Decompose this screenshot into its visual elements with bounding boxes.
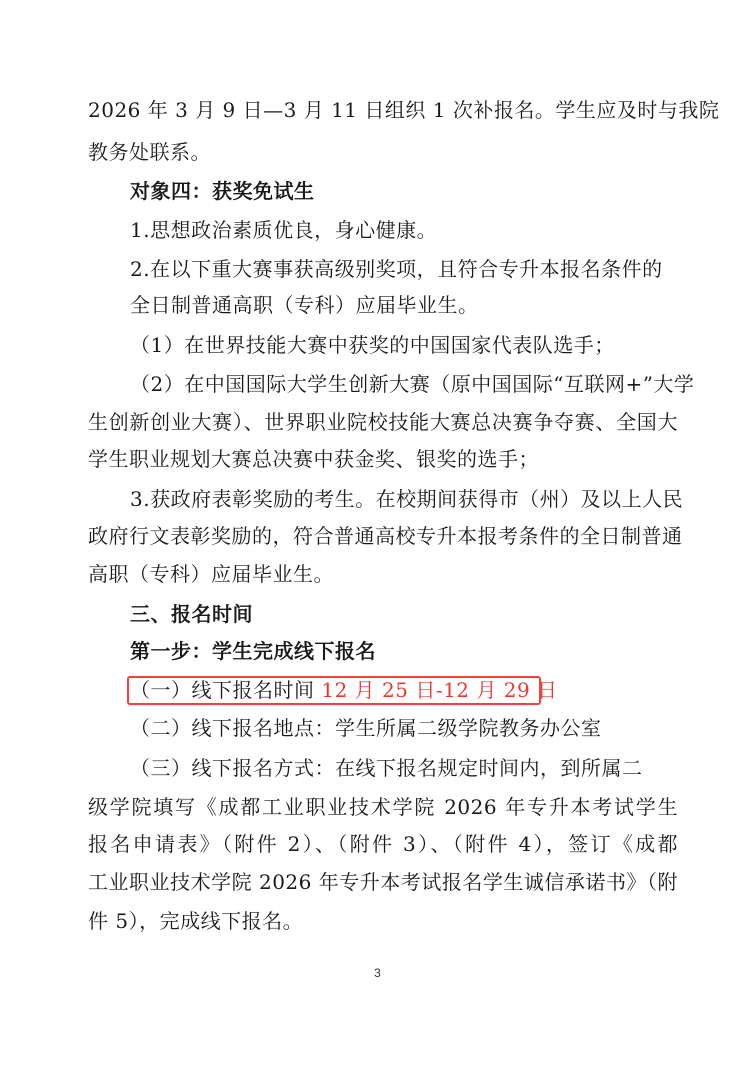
paragraph-line: （三）线下报名方式：在线下报名规定时间内，到所属二 xyxy=(130,756,643,780)
paragraph-line: 全日制普通高职（专科）应届毕业生。 xyxy=(130,293,479,317)
paragraph-line: 3.获政府表彰奖励的考生。在校期间获得市（州）及以上人民 xyxy=(130,487,684,511)
paragraph-line: 件 5），完成线下报名。 xyxy=(88,909,304,933)
paragraph-line: 报名申请表》（附件 2）、（附件 3）、（附件 4），签订《成都 xyxy=(88,832,678,856)
paragraph-line: 生创新创业大赛）、世界职业院校技能大赛总决赛争夺赛、全国大 xyxy=(88,410,678,434)
step-heading-rest: 线下报名 xyxy=(294,639,376,663)
page-number: 3 xyxy=(374,966,381,980)
paragraph-line: 2026 年 3 月 9 日—3 月 11 日组织 1 次补报名。学生应及时与我院 xyxy=(88,98,720,122)
paragraph-line: 高职（专科）应届毕业生。 xyxy=(88,562,334,586)
paragraph-line: 教务处联系。 xyxy=(88,140,211,164)
registration-time-line xyxy=(130,673,720,707)
paragraph-line: （1）在世界技能大赛中获奖的中国国家代表队选手； xyxy=(130,333,615,357)
section-subtitle: 对象四：获奖免试生 xyxy=(130,179,315,203)
paragraph-line: （2）在中国国际大学生创新大赛（原中国国际“互联网+”大学 xyxy=(130,372,695,396)
paragraph-line: 1.思想政治素质优良，身心健康。 xyxy=(130,218,438,242)
step-heading xyxy=(130,634,720,668)
paragraph-line: 学生职业规划大赛总决赛中获金奖、银奖的选手； xyxy=(88,447,539,471)
registration-time-label: （一）线下报名时间 xyxy=(130,678,322,702)
paragraph-line: （二）线下报名地点：学生所属二级学院教务办公室 xyxy=(130,716,602,740)
paragraph-line: 2.在以下重大赛事获高级别奖项，且符合专升本报名条件的 xyxy=(130,257,663,281)
step-heading-bold: 第一步：学生完成 xyxy=(130,639,294,663)
paragraph-line: 工业职业技术学院 2026 年专升本考试报名学生诚信承诺书》（附 xyxy=(88,870,678,894)
paragraph-line: 级学院填写《成都工业职业技术学院 2026 年专升本考试学生 xyxy=(88,795,678,819)
registration-time-value: 12 月 25 日-12 月 29 日 xyxy=(321,678,558,702)
paragraph-line: 政府行文表彰奖励的，符合普通高校专升本报考条件的全日制普通 xyxy=(88,524,683,548)
section-heading: 三、报名时间 xyxy=(130,602,253,626)
